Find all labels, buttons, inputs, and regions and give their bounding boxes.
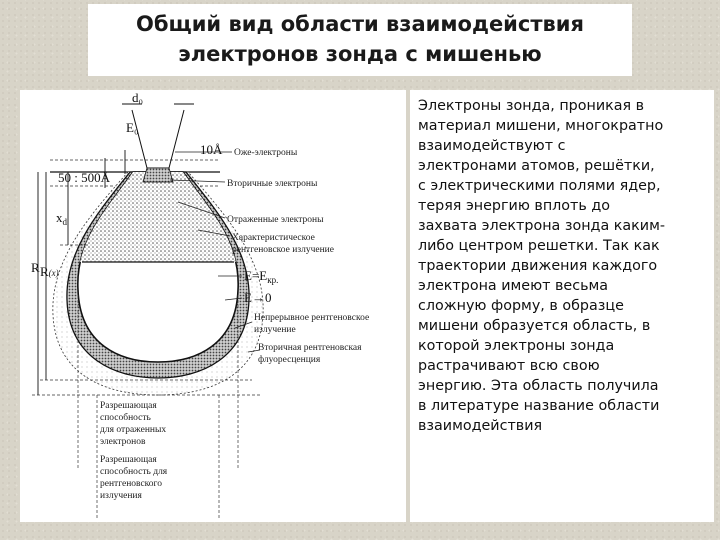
ekr-label (244, 268, 278, 285)
slide-title-line-1: Общий вид области взаимодействия (135, 12, 585, 36)
body-line: с электрическими полями ядер, (418, 178, 661, 194)
title-box (88, 4, 632, 76)
resolution-reflected-4: электронов (100, 437, 146, 447)
rx-label (40, 264, 59, 279)
d0-label: d₀ (132, 90, 144, 105)
fluorescence-label-1: Вторичная рентгеновская (258, 343, 362, 353)
characteristic-xray-label-1: Характеристическое (232, 233, 315, 243)
diagram-panel (20, 90, 406, 522)
bremsstrahlung-label-2: излучение (254, 325, 296, 335)
body-line: траектории движения каждого (418, 258, 658, 274)
body-line: теряя энергию вплоть до (418, 198, 610, 214)
body-line: сложную форму, в образце (418, 298, 624, 314)
body-line: мишени образуется область, в (418, 318, 651, 334)
slide-title-line-2: электронов зонда с мишенью (178, 42, 542, 66)
body-line: растрачивают всю свою (418, 358, 600, 374)
resolution-xray-2: способность для (100, 467, 168, 477)
body-line: энергию. Эта область получила (418, 378, 659, 394)
rx-symbol: R (40, 264, 49, 279)
resolution-reflected-2: способность (100, 413, 151, 423)
secondary-electrons-label: Вторичные электроны (227, 179, 318, 189)
xd-label (56, 210, 68, 227)
resolution-xray-4: излучения (100, 491, 142, 501)
depth-50-500-label: 50 : 500Å (58, 170, 110, 185)
fluorescence-label-2: флуоресценция (258, 355, 321, 365)
resolution-xray-3: рентгеновского (100, 479, 162, 489)
body-line: материал мишени, многократно (418, 118, 664, 134)
body-line: электрона имеют весьма (418, 278, 609, 294)
description-panel (410, 90, 714, 522)
resolution-xray-1: Разрешающая (100, 455, 157, 465)
r-big-label: R (31, 260, 40, 275)
bremsstrahlung-label-1: Непрерывное рентгеновское (254, 313, 370, 323)
auger-electrons-label: Оже-электроны (234, 148, 298, 158)
interaction-volume-diagram (20, 90, 406, 522)
e0-label: E₀ (126, 120, 139, 135)
body-line: электронами атомов, решётки, (418, 158, 655, 174)
xd-symbol: x (56, 210, 63, 225)
ekr-symbol: E=E (244, 268, 268, 283)
reflected-electrons-label: Отраженные электроны (227, 215, 324, 225)
rx-subscript: (x) (48, 268, 59, 278)
body-line: захвата электрона зонда каким- (418, 218, 666, 234)
characteristic-xray-label-2: рентгеновское излучение (232, 245, 334, 255)
electron-beam-cone (132, 110, 184, 168)
e-to-zero-label: E→0 (244, 290, 272, 305)
depth-10-label: 10Å (200, 142, 223, 157)
xd-subscript: d (62, 217, 67, 227)
body-line: Электроны зонда, проникая в (418, 98, 645, 114)
body-line: в литературе название области (418, 398, 660, 414)
ekr-subscript: кр. (267, 275, 279, 285)
body-line: взаимодействия (418, 418, 543, 434)
body-line: которой электроны зонда (418, 338, 615, 354)
resolution-reflected-3: для отраженных (100, 425, 167, 435)
resolution-reflected-1: Разрешающая (100, 401, 157, 411)
body-line: взаимодействуют с (418, 138, 566, 154)
body-line: либо центром решетки. Так как (418, 238, 660, 254)
